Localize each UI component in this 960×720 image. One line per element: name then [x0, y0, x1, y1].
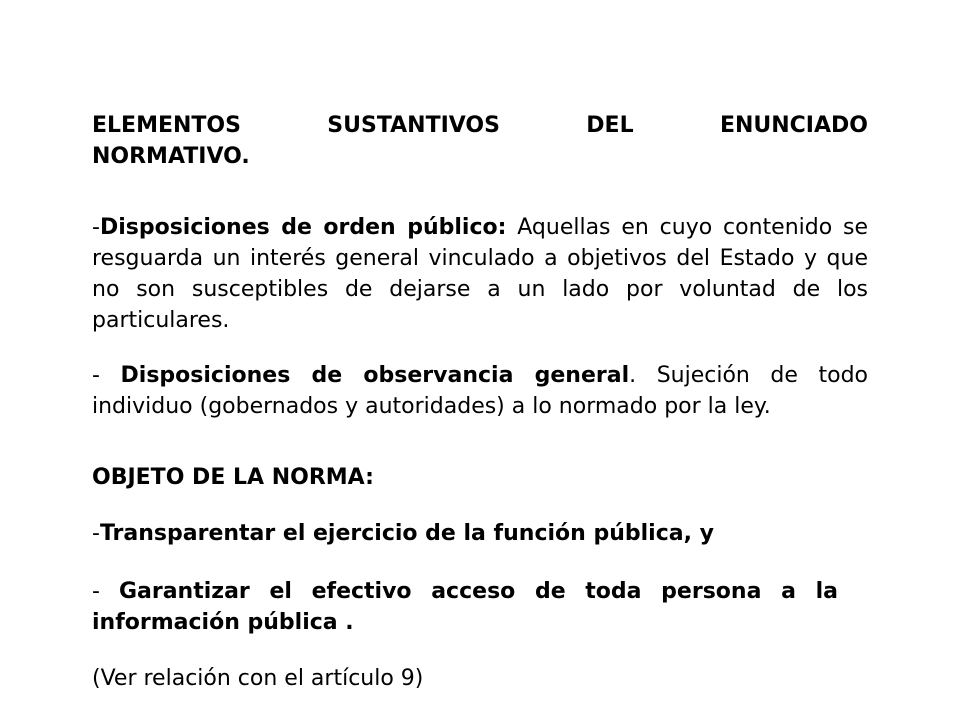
title-word: ELEMENTOS: [92, 113, 241, 138]
paragraph-orden-publico: [92, 212, 868, 336]
section-title: [92, 110, 868, 172]
definition-observancia-general: . Sujeción de todo individuo (gobernados y autoridades) a lo normado por la ley.: [92, 363, 868, 419]
objeto-item-garantizar: [92, 576, 838, 638]
section-title-line1: [92, 110, 868, 141]
dash-marker: -: [92, 215, 100, 240]
title-word: ENUNCIADO: [719, 113, 868, 138]
term-observancia-general: Disposiciones de observancia general: [120, 363, 630, 388]
term-orden-publico: Disposiciones de orden público:: [99, 215, 507, 240]
objeto-item-text: Transparentar el ejercicio de la función pública, y: [99, 521, 714, 546]
objeto-item-text: Garantizar el efectivo acceso de toda persona a la información pública .: [92, 579, 838, 635]
objeto-heading: OBJETO DE LA NORMA:: [92, 465, 374, 490]
dash-marker: -: [92, 521, 100, 546]
section-title-line2: NORMATIVO.: [92, 144, 250, 169]
dash-marker: -: [92, 579, 119, 604]
objeto-item-transparentar: [92, 518, 868, 549]
title-word: SUSTANTIVOS: [327, 113, 500, 138]
dash-marker: -: [92, 363, 121, 388]
paragraph-observancia-general: [92, 360, 868, 422]
reference-note: (Ver relación con el artículo 9): [92, 666, 424, 691]
definition-orden-publico: Aquellas en cuyo contenido se resguarda un interés general vinculado a objetivos del Estado y que no son susceptibles de dejarse a un lado por voluntad de los particulares.: [92, 215, 869, 333]
title-word: DEL: [586, 113, 634, 138]
